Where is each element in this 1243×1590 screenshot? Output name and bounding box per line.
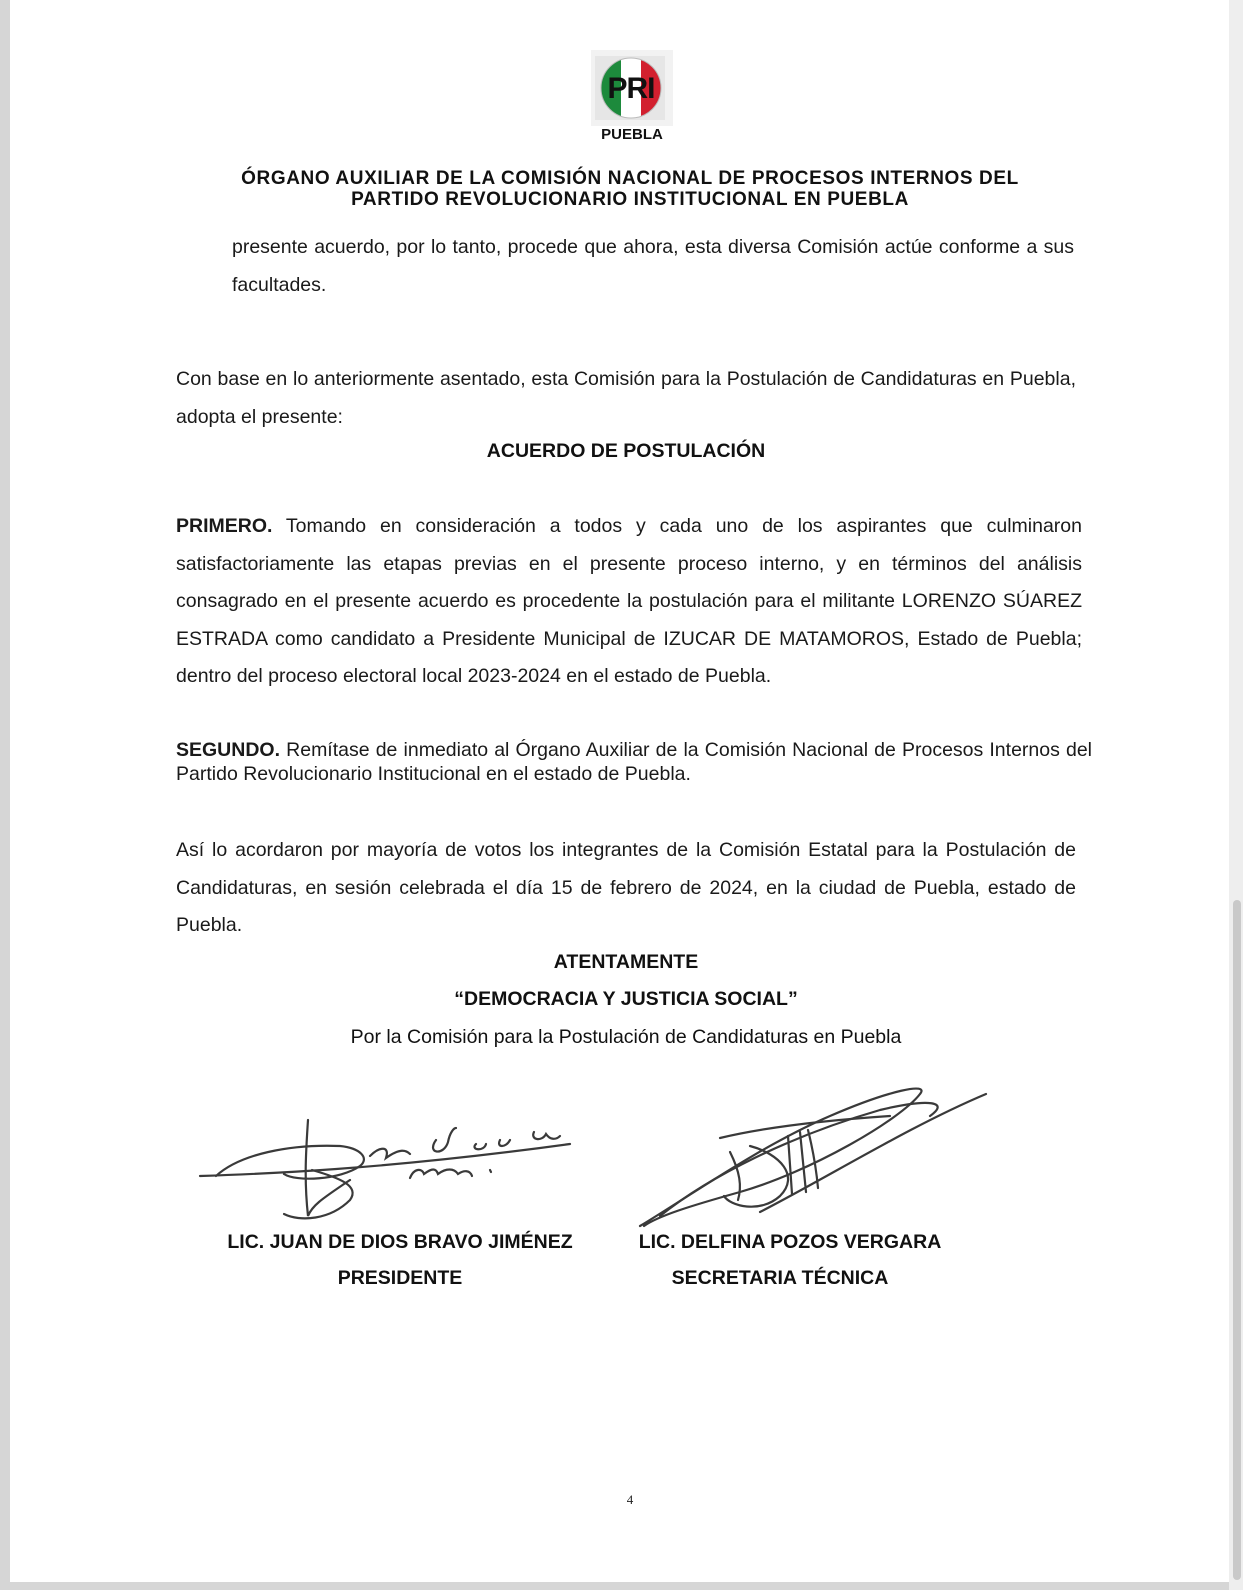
intro-paragraph: presente acuerdo, por lo tanto, procede que ahora, esta diversa Comisión actúe conforme a sus facultades. [232, 236, 1074, 296]
organization-title [150, 168, 1110, 210]
signatory-name-secretary: LIC. DELFINA POZOS VERGARA [638, 1231, 942, 1253]
closing-paragraph: Así lo acordaron por mayoría de votos los integrantes de la Comisión Estatal para la Postulación de Candidaturas, en sesión celebrada el día 15 de febrero de 2024, en la ciudad de Puebla, estado de Puebla. [176, 839, 1076, 936]
pri-letters: PRI [607, 72, 655, 105]
signature-president [200, 1110, 590, 1240]
signature-technical-secretary [630, 1076, 990, 1236]
segundo-label: SEGUNDO. [176, 739, 281, 761]
logo-caption: PUEBLA [601, 126, 663, 143]
document-page [10, 0, 1229, 1582]
atentamente-label: ATENTAMENTE [553, 951, 699, 973]
party-motto: “DEMOCRACIA Y JUSTICIA SOCIAL” [454, 988, 798, 1010]
organization-title-line1: ÓRGANO AUXILIAR DE LA COMISIÓN NACIONAL DE PROCESOS INTERNOS DEL [241, 168, 1019, 189]
pri-puebla-logo [591, 50, 673, 146]
signatory-name-president: LIC. JUAN DE DIOS BRAVO JIMÉNEZ [227, 1231, 573, 1253]
scrollbar[interactable] [1229, 0, 1243, 1590]
signatory-role-secretary: SECRETARIA TÉCNICA [671, 1267, 889, 1289]
primero-paragraph [176, 508, 1082, 696]
segundo-text: Remítase de inmediato al Órgano Auxiliar de la Comisión Nacional de Procesos Internos del Partido Revolucionario Institucional en el estado de Puebla. [176, 739, 1092, 785]
page-number: 4 [626, 1492, 634, 1507]
organization-title-line2: PARTIDO REVOLUCIONARIO INSTITUCIONAL EN PUEBLA [351, 189, 909, 210]
signatory-role-president: PRESIDENTE [337, 1267, 463, 1289]
segundo-paragraph [176, 738, 1092, 786]
agreement-heading: ACUERDO DE POSTULACIÓN [486, 440, 766, 462]
primero-text: Tomando en consideración a todos y cada uno de los aspirantes que culminaron satisfactoriamente las etapas previas en el presente proceso interno, y en términos del análisis consagrado en el presente acuerdo es procedente la postulación para el militante LORENZO SÚAREZ ESTRADA como candidato a Presidente Municipal de IZUCAR DE MATAMOROS, Estado de Puebla; dentro del proceso electoral local 2023-2024 en el estado de Puebla. [176, 515, 1082, 687]
commission-line: Por la Comisión para la Postulación de Candidaturas en Puebla [350, 1026, 902, 1048]
primero-label: PRIMERO. [176, 515, 273, 537]
scrollbar-thumb[interactable] [1233, 900, 1241, 1580]
base-paragraph: Con base en lo anteriormente asentado, esta Comisión para la Postulación de Candidaturas en Puebla, adopta el presente: [176, 368, 1076, 428]
pri-emblem-icon [591, 50, 673, 126]
